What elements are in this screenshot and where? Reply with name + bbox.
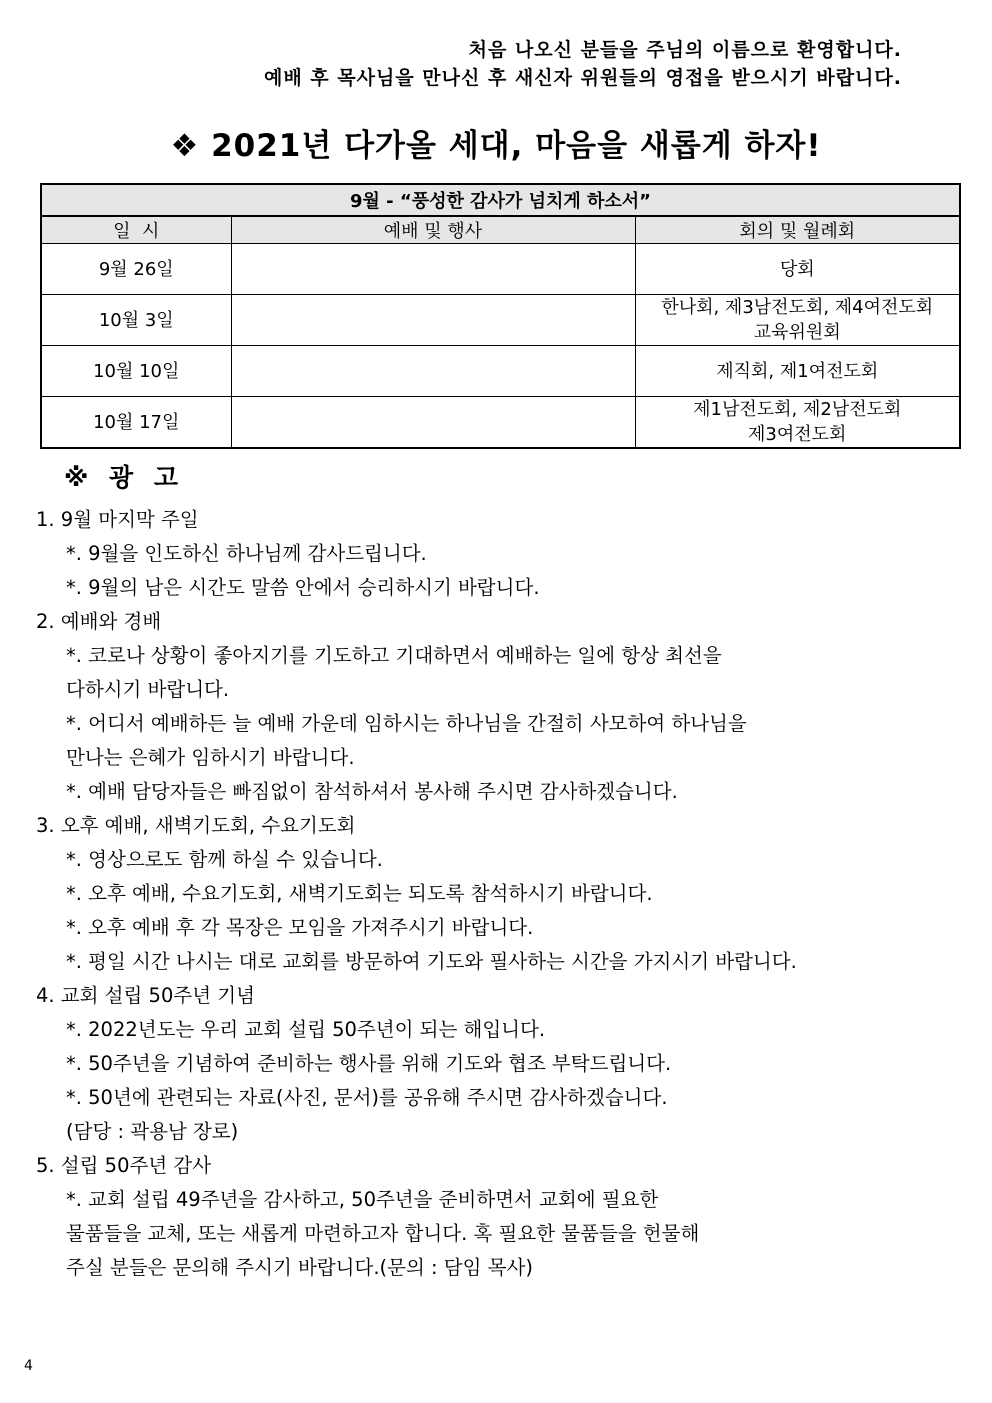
announcement-item <box>36 1047 966 1081</box>
announcement-line: *. 영상으로도 함께 하실 수 있습니다. <box>66 848 383 871</box>
announcement-item <box>36 1013 966 1047</box>
schedule-row <box>41 244 960 295</box>
meeting-line: 제직회, 제1여전도회 <box>716 360 879 382</box>
announcement-text <box>66 1183 966 1285</box>
schedule-event <box>231 244 635 295</box>
announcement-line: *. 어디서 예배하든 늘 예배 가운데 임하시는 하나님을 간절히 사모하여 하나님을 <box>66 712 747 735</box>
header-events: 예배 및 행사 <box>231 216 635 244</box>
announcement-line: *. 2022년도는 우리 교회 설립 50주년이 되는 해입니다. <box>66 1018 546 1041</box>
schedule-meetings <box>635 397 960 449</box>
schedule-banner-row <box>41 184 960 216</box>
welcome-message <box>264 36 902 92</box>
announcement-text <box>66 843 966 877</box>
announcement-line: 물품들을 교체, 또는 새롭게 마련하고자 합니다. 혹 필요한 물품들을 헌물해 <box>66 1222 700 1245</box>
announcement-item <box>36 571 966 605</box>
announcement-line: 만나는 은혜가 임하시기 바랍니다. <box>66 746 355 769</box>
meeting-line: 교육위원회 <box>753 322 841 343</box>
announcement-item <box>36 877 966 911</box>
announcement-item <box>36 1081 966 1149</box>
meeting-line: 제3여전도회 <box>748 424 847 445</box>
announcement-line: *. 50년에 관련되는 자료(사진, 문서)를 공유해 주시면 감사하겠습니다. <box>66 1086 668 1109</box>
announcement-line: *. 9월의 남은 시간도 말씀 안에서 승리하시기 바랍니다. <box>66 576 540 599</box>
schedule-meetings <box>635 346 960 397</box>
announcement-text <box>66 775 966 809</box>
schedule-event <box>231 397 635 449</box>
announcement-line: *. 코로나 상황이 좋아지기를 기도하고 기대하면서 예배하는 일에 항상 최선을 <box>66 644 722 667</box>
announcement-item <box>36 775 966 809</box>
announcement-line: *. 평일 시간 나시는 대로 교회를 방문하여 기도와 필사하는 시간을 가지시기 바랍니다. <box>66 950 797 973</box>
announcement-title: 4. 교회 설립 50주년 기념 <box>36 984 255 1007</box>
announcement-item <box>36 945 966 979</box>
announcement-section <box>36 503 966 605</box>
announcement-title: 2. 예배와 경배 <box>36 610 162 633</box>
announcement-line: *. 교회 설립 49주년을 감사하고, 50주년을 준비하면서 교회에 필요한 <box>66 1188 659 1211</box>
announcement-title: 3. 오후 예배, 새벽기도회, 수요기도회 <box>36 814 356 837</box>
announcement-text <box>66 1081 966 1149</box>
meeting-line: 당회 <box>779 258 815 280</box>
announcement-title: 5. 설립 50주년 감사 <box>36 1154 212 1177</box>
announcement-item <box>36 911 966 945</box>
announcement-text <box>66 1013 966 1047</box>
schedule-event <box>231 346 635 397</box>
schedule-date: 9월 26일 <box>41 244 231 295</box>
announcement-text <box>66 707 966 775</box>
announcement-text <box>66 571 966 605</box>
announcement-line: *. 오후 예배, 수요기도회, 새벽기도회는 되도록 참석하시기 바랍니다. <box>66 882 653 905</box>
schedule-row <box>41 346 960 397</box>
meeting-line: 한나회, 제3남전도회, 제4여전도회 <box>661 297 934 318</box>
announcement-item <box>36 639 966 707</box>
announcement-section <box>36 605 966 809</box>
announcement-line: *. 50주년을 기념하여 준비하는 행사를 위해 기도와 협조 부탁드립니다. <box>66 1052 672 1075</box>
announcement-text <box>66 911 966 945</box>
page-number: 4 <box>24 1358 33 1374</box>
schedule-date: 10월 3일 <box>41 295 231 346</box>
announcement-section <box>36 1149 966 1285</box>
announcement-item <box>36 1183 966 1285</box>
schedule-event <box>231 295 635 346</box>
announcement-section <box>36 809 966 979</box>
announcement-line: (담당 : 곽용남 장로) <box>66 1120 239 1143</box>
announcement-text <box>66 945 966 979</box>
announcement-line: *. 오후 예배 후 각 목장은 모임을 가져주시기 바랍니다. <box>66 916 534 939</box>
schedule-row <box>41 397 960 449</box>
schedule-meetings <box>635 295 960 346</box>
announcement-item <box>36 537 966 571</box>
announcement-text <box>66 1047 966 1081</box>
schedule-date: 10월 10일 <box>41 346 231 397</box>
announcement-title: 1. 9월 마지막 주일 <box>36 508 199 531</box>
announcement-text <box>66 877 966 911</box>
schedule-row <box>41 295 960 346</box>
schedule-meetings <box>635 244 960 295</box>
ads-heading: ※ 광 고 <box>64 463 185 492</box>
schedule-banner: 9월 - “풍성한 감사가 넘치게 하소서” <box>41 184 960 216</box>
schedule-table <box>40 183 961 449</box>
schedule-date: 10월 17일 <box>41 397 231 449</box>
welcome-line-2: 예배 후 목사님을 만나신 후 새신자 위원들의 영접을 받으시기 바랍니다. <box>263 67 902 89</box>
announcement-line: *. 예배 담당자들은 빠짐없이 참석하셔서 봉사해 주시면 감사하겠습니다. <box>66 780 678 803</box>
header-meetings: 회의 및 월례회 <box>635 216 960 244</box>
meeting-line: 제1남전도회, 제2남전도회 <box>693 399 902 420</box>
header-date: 일 시 <box>41 216 231 244</box>
announcement-text <box>66 639 966 707</box>
schedule-header-row <box>41 216 960 244</box>
page-title: ❖ 2021년 다가올 세대, 마음을 새롭게 하자! <box>170 128 822 164</box>
announcement-line: 다하시기 바랍니다. <box>66 678 230 701</box>
announcement-text <box>66 537 966 571</box>
announcement-line: *. 9월을 인도하신 하나님께 감사드립니다. <box>66 542 427 565</box>
announcement-section <box>36 979 966 1149</box>
welcome-line-1: 처음 나오신 분들을 주님의 이름으로 환영합니다. <box>468 39 902 61</box>
announcement-line: 주실 분들은 문의해 주시기 바랍니다.(문의 : 담임 목사) <box>66 1256 533 1279</box>
announcement-item <box>36 707 966 775</box>
announcement-item <box>36 843 966 877</box>
announcements <box>36 503 966 1285</box>
